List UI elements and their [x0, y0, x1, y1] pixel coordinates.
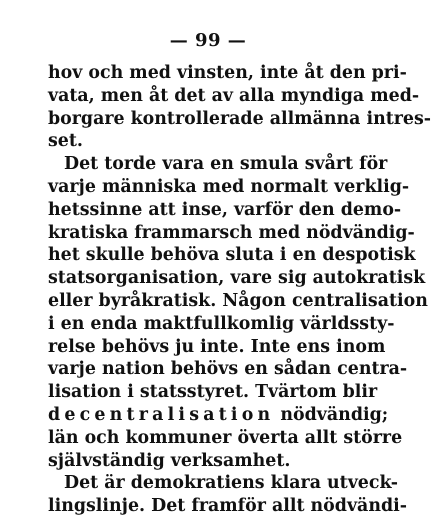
spaced-word: decentralisation — [48, 404, 275, 425]
text-line: Det är demokratiens klara utveck- — [64, 473, 399, 494]
text-line: statsorganisation, vare sig autokratisk — [48, 268, 426, 289]
text-line: lisation i statsstyret. Tvärtom blir — [48, 382, 378, 403]
text-line: vata, men åt det av alla myndiga med- — [48, 85, 420, 106]
text-line: relse behövs ju inte. Inte ens inom — [48, 336, 386, 357]
text-line: borgare kontrollerade allmänna intres- — [48, 108, 431, 129]
page-number: — 99 — — [169, 30, 247, 51]
text-line: hov och med vinsten, inte åt den pri- — [48, 63, 407, 83]
text-line: län och kommuner överta allt större — [48, 427, 403, 448]
text-line — [48, 404, 389, 427]
text-line: lingslinje. Det framför allt nödvändi- — [48, 496, 407, 517]
text-line: varje människa med normalt verklig- — [48, 176, 410, 197]
body-text — [48, 62, 431, 518]
text-word: nödvändig; — [280, 404, 389, 425]
text-line: varje nation behövs en sådan centra- — [48, 359, 408, 380]
text-line: eller byråkratisk. Någon centralisation — [48, 290, 428, 311]
text-line: set. — [48, 131, 83, 152]
text-line: självständig verksamhet. — [48, 450, 291, 471]
text-line: hetssinne att inse, varför den demo- — [48, 199, 402, 220]
text-line: kratiska frammarsch med nödvändig- — [48, 222, 415, 243]
text-line: Det torde vara en smula svårt för — [64, 154, 388, 175]
text-line: het skulle behöva sluta i en despotisk — [48, 245, 416, 266]
text-line: i en enda maktfullkomlig världssty- — [48, 313, 395, 334]
